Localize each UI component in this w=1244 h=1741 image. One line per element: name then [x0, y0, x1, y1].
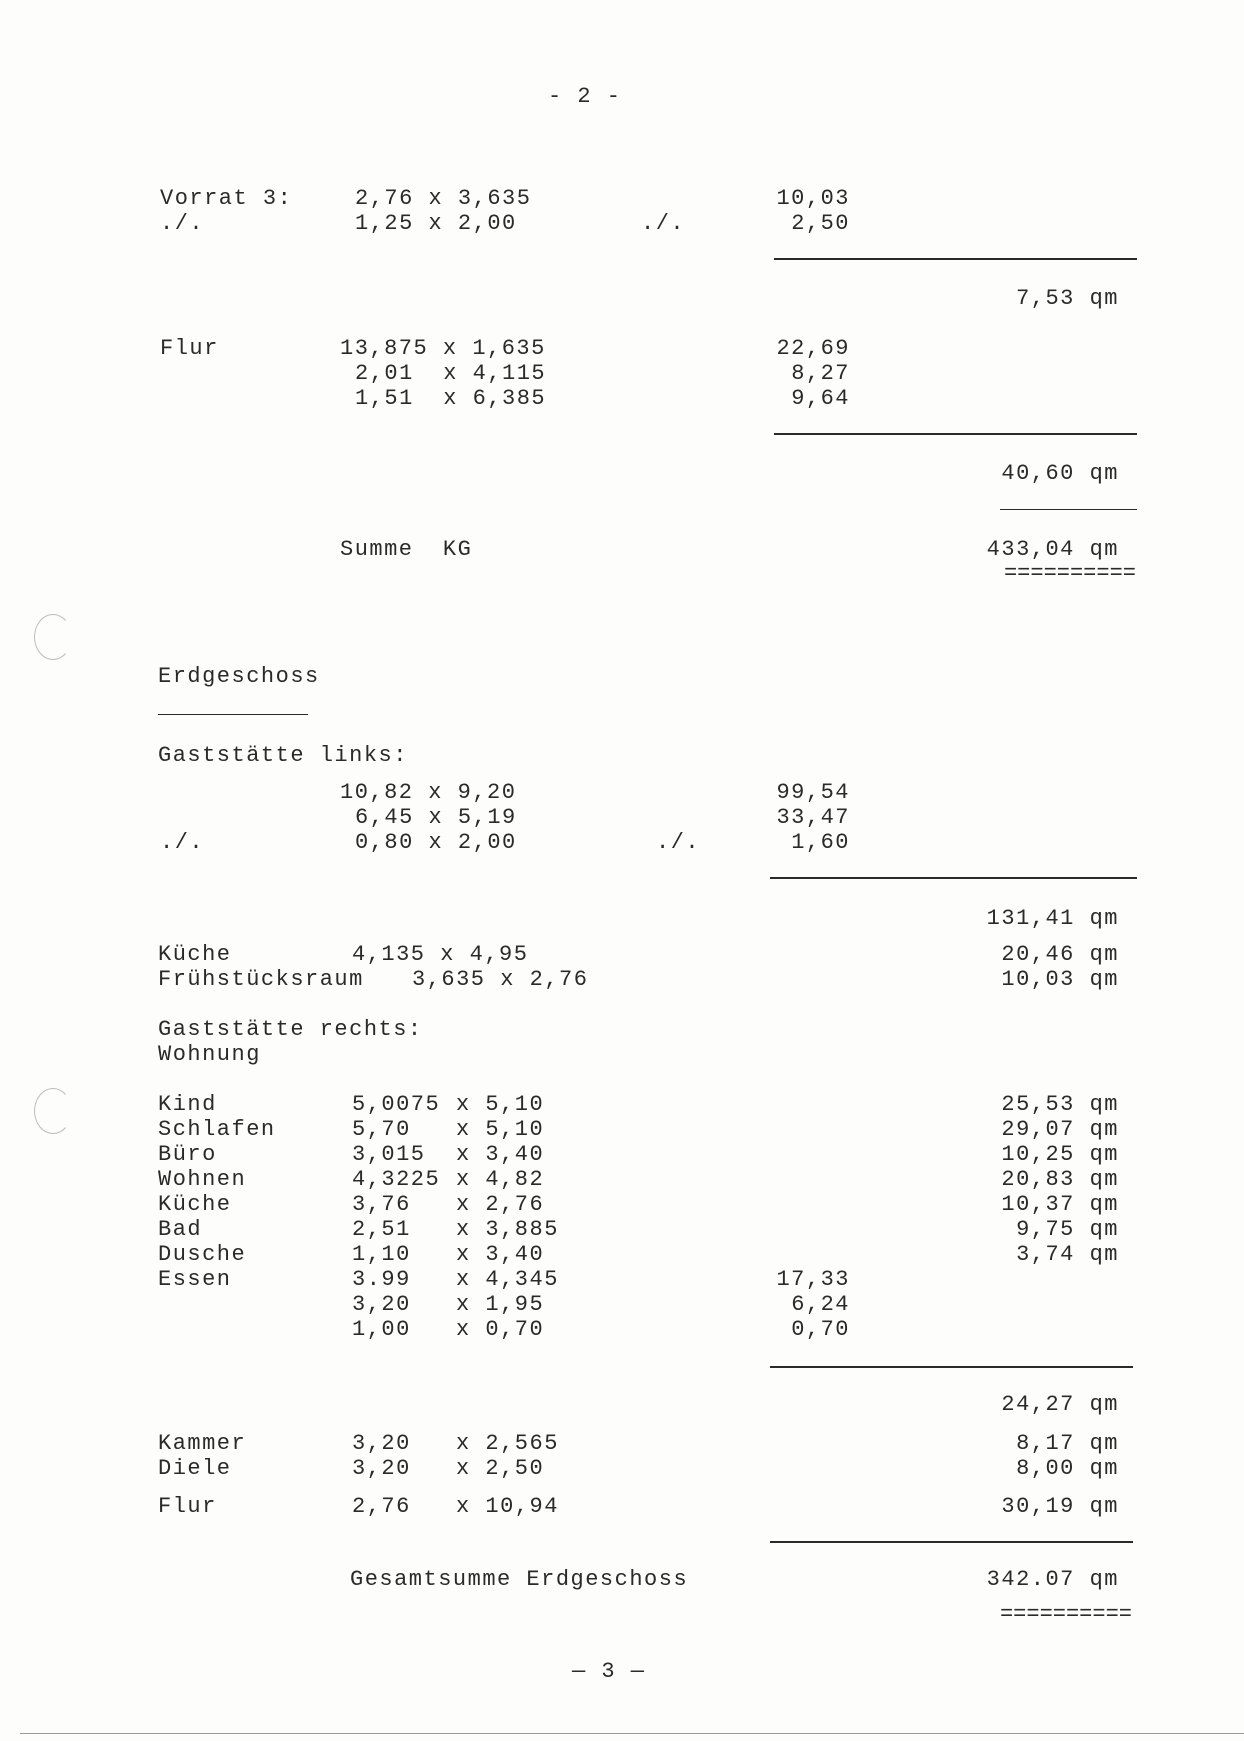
- room-name: Wohnen: [158, 1167, 247, 1192]
- room-dim-a: 4,3225: [352, 1167, 441, 1192]
- kammer-dim-b: x 2,565: [456, 1431, 559, 1456]
- room-dim-b: x 3,885: [456, 1217, 559, 1242]
- essen-dim-a: 3.99: [352, 1267, 411, 1292]
- diele-value: 8,00 qm: [1016, 1456, 1119, 1481]
- fruehstueck-value: 10,03 qm: [1001, 967, 1119, 992]
- wohnung-label: Wohnung: [158, 1042, 261, 1067]
- kueche-dims: 4,135 x 4,95: [352, 942, 529, 967]
- gesamtsumme-label: Gesamtsumme Erdgeschoss: [350, 1567, 689, 1592]
- essen-value: 6,24: [791, 1292, 850, 1317]
- room-value: 10,37 qm: [1001, 1192, 1119, 1217]
- flur-kg-row1-dims: 13,875 x 1,635: [340, 336, 546, 361]
- kueche-value: 20,46 qm: [1001, 942, 1119, 967]
- vorrat3-rule: [774, 258, 1137, 260]
- room-dim-a: 2,51: [352, 1217, 411, 1242]
- erdgeschoss-heading-rule: [158, 714, 308, 715]
- flur-kg-row2-dims: 2,01 x 4,115: [355, 361, 547, 386]
- diele-label: Diele: [158, 1456, 232, 1481]
- room-dim-a: 5,70: [352, 1117, 411, 1142]
- gl-row3-dims: 0,80 x 2,00: [355, 830, 517, 855]
- flur-kg-row1-value: 22,69: [776, 336, 850, 361]
- gl-row2-value: 33,47: [776, 805, 850, 830]
- room-name: Büro: [158, 1142, 217, 1167]
- flur-eg-dim-b: x 10,94: [456, 1494, 559, 1519]
- sheet-bottom-edge: [20, 1733, 1244, 1734]
- punch-hole-top: [34, 614, 72, 660]
- essen-dim-b: x 1,95: [456, 1292, 545, 1317]
- gl-row1-value: 99,54: [776, 780, 850, 805]
- room-dim-a: 5,0075: [352, 1092, 441, 1117]
- vorrat3-row2-mid: ./.: [641, 211, 686, 236]
- gl-rule: [770, 877, 1137, 879]
- vorrat3-row2-prefix: ./.: [160, 211, 205, 236]
- summe-kg-label: Summe KG: [340, 537, 473, 562]
- vorrat3-label: Vorrat 3:: [160, 186, 293, 211]
- total-rule: [770, 1541, 1133, 1543]
- kammer-value: 8,17 qm: [1016, 1431, 1119, 1456]
- essen-dim-a: 3,20: [352, 1292, 411, 1317]
- kueche-label: Küche: [158, 942, 232, 967]
- punch-hole-bottom: [34, 1088, 72, 1134]
- room-value: 20,83 qm: [1001, 1167, 1119, 1192]
- room-name: Dusche: [158, 1242, 247, 1267]
- flur-kg-row2-value: 8,27: [791, 361, 850, 386]
- flur-eg-label: Flur: [158, 1494, 217, 1519]
- essen-value: 0,70: [791, 1317, 850, 1342]
- gesamtsumme-double-underline: ==========: [999, 1602, 1132, 1627]
- essen-subtotal: 24,27 qm: [1001, 1392, 1119, 1417]
- summe-kg-rule: [1000, 509, 1137, 510]
- gl-row2-dims: 6,45 x 5,19: [355, 805, 517, 830]
- diele-dim-a: 3,20: [352, 1456, 411, 1481]
- gesamtsumme-value: 342.07 qm: [986, 1567, 1119, 1592]
- vorrat3-row1-dims: 2,76 x 3,635: [355, 186, 532, 211]
- essen-label: Essen: [158, 1267, 232, 1292]
- room-dim-a: 3,015: [352, 1142, 426, 1167]
- gaststaette-rechts-label: Gaststätte rechts:: [158, 1017, 423, 1042]
- flur-kg-row3-dims: 1,51 x 6,385: [355, 386, 547, 411]
- essen-dim-b: x 4,345: [456, 1267, 559, 1292]
- room-dim-b: x 3,40: [456, 1242, 545, 1267]
- vorrat3-subtotal: 7,53 qm: [1016, 286, 1119, 311]
- flur-kg-row3-value: 9,64: [791, 386, 850, 411]
- fruehstueck-dims: 3,635 x 2,76: [412, 967, 589, 992]
- room-dim-b: x 5,10: [456, 1117, 545, 1142]
- room-value: 10,25 qm: [1001, 1142, 1119, 1167]
- flur-kg-label: Flur: [160, 336, 219, 361]
- essen-dim-a: 1,00: [352, 1317, 411, 1342]
- room-value: 29,07 qm: [1001, 1117, 1119, 1142]
- room-dim-b: x 4,82: [456, 1167, 545, 1192]
- summe-kg-value: 433,04 qm: [986, 537, 1119, 562]
- gl-row3-value: 1,60: [791, 830, 850, 855]
- room-value: 9,75 qm: [1016, 1217, 1119, 1242]
- page-number: - 2 -: [548, 84, 622, 109]
- kammer-label: Kammer: [158, 1431, 247, 1456]
- room-name: Bad: [158, 1217, 203, 1242]
- room-name: Küche: [158, 1192, 232, 1217]
- flur-kg-subtotal: 40,60 qm: [1001, 461, 1119, 486]
- gl-row3-prefix: ./.: [160, 830, 205, 855]
- flur-kg-rule: [774, 433, 1137, 435]
- next-page-marker: — 3 —: [572, 1659, 646, 1684]
- gl-row3-mid: ./.: [656, 830, 701, 855]
- vorrat3-row1-value: 10,03: [776, 186, 850, 211]
- vorrat3-row2-value: 2,50: [791, 211, 850, 236]
- room-value: 3,74 qm: [1016, 1242, 1119, 1267]
- diele-dim-b: x 2,50: [456, 1456, 545, 1481]
- room-dim-b: x 3,40: [456, 1142, 545, 1167]
- gaststaette-links-label: Gaststätte links:: [158, 743, 408, 768]
- room-dim-b: x 5,10: [456, 1092, 545, 1117]
- room-dim-b: x 2,76: [456, 1192, 545, 1217]
- fruehstueck-label: Frühstücksraum: [158, 967, 364, 992]
- room-value: 25,53 qm: [1001, 1092, 1119, 1117]
- essen-dim-b: x 0,70: [456, 1317, 545, 1342]
- room-name: Schlafen: [158, 1117, 276, 1142]
- flur-eg-value: 30,19 qm: [1001, 1494, 1119, 1519]
- gl-subtotal: 131,41 qm: [986, 906, 1119, 931]
- erdgeschoss-heading: Erdgeschoss: [158, 664, 320, 689]
- flur-eg-dim-a: 2,76: [352, 1494, 411, 1519]
- room-dim-a: 3,76: [352, 1192, 411, 1217]
- room-dim-a: 1,10: [352, 1242, 411, 1267]
- essen-value: 17,33: [776, 1267, 850, 1292]
- gl-row1-dims: 10,82 x 9,20: [340, 780, 517, 805]
- summe-kg-double-underline: ==========: [1003, 561, 1136, 586]
- vorrat3-row2-dims: 1,25 x 2,00: [355, 211, 517, 236]
- kammer-dim-a: 3,20: [352, 1431, 411, 1456]
- essen-rule: [770, 1366, 1133, 1368]
- room-name: Kind: [158, 1092, 217, 1117]
